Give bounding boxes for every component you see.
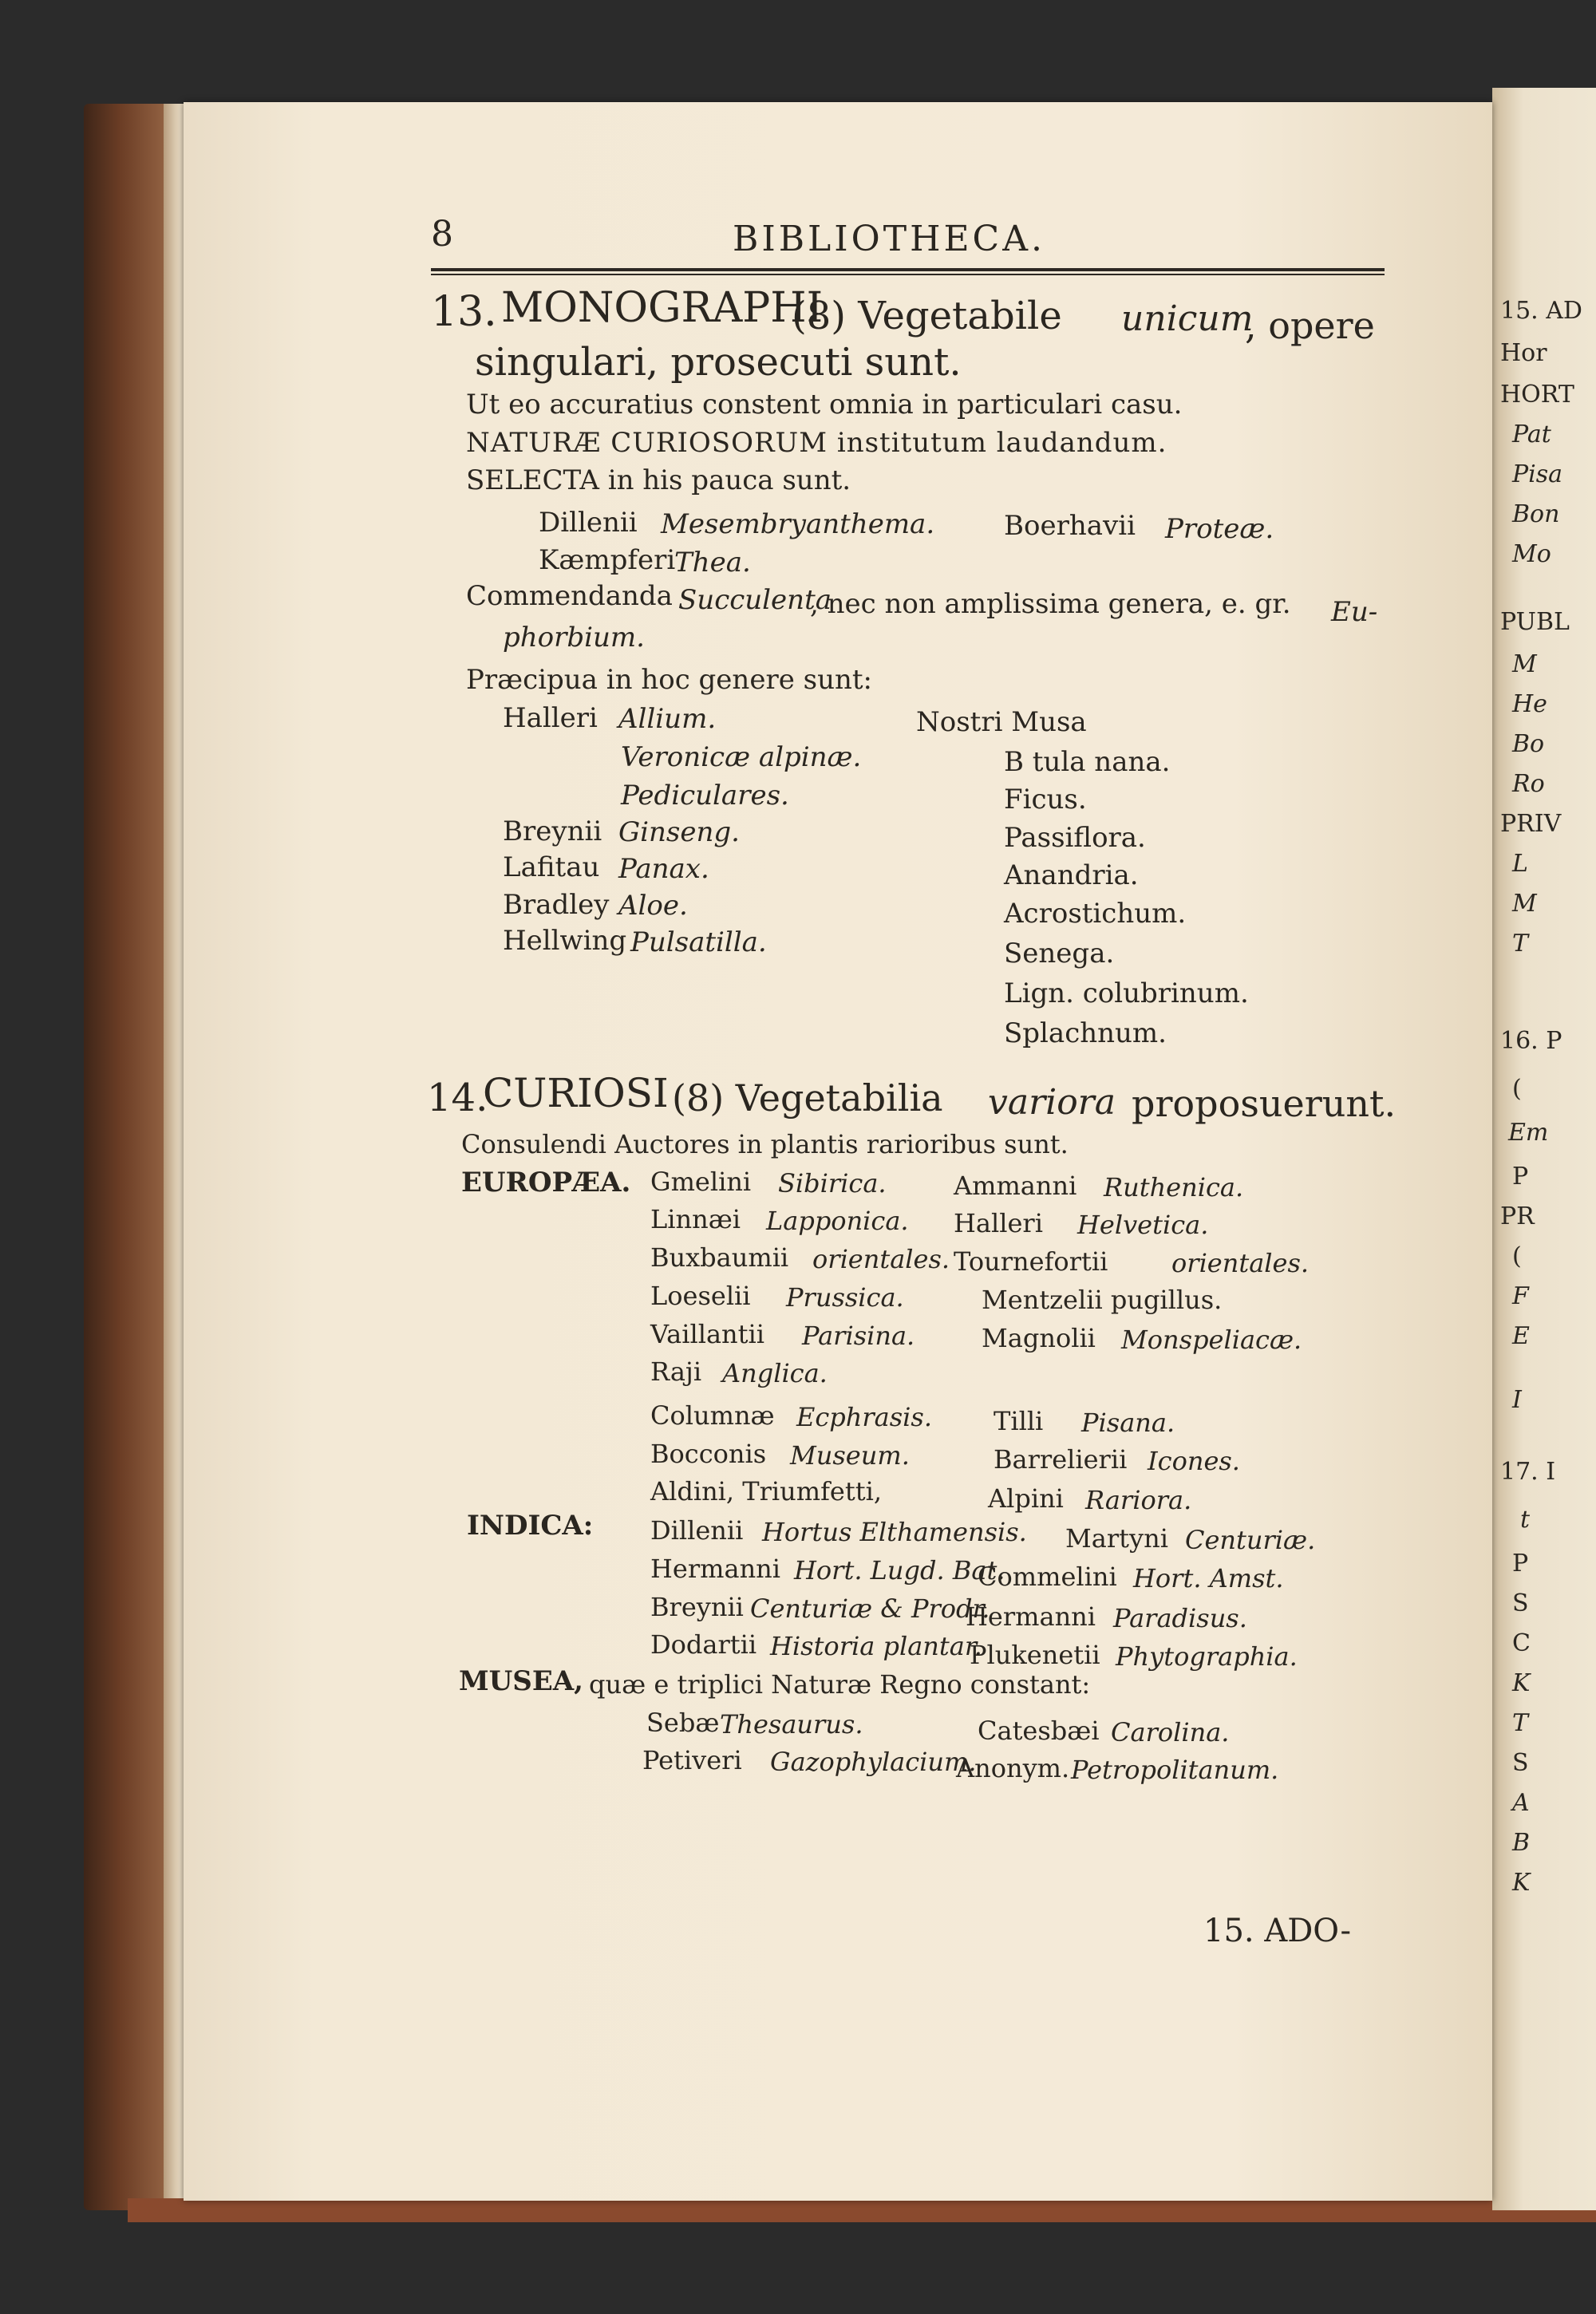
facing-page-line: PUBL (1500, 608, 1570, 636)
facing-page-line: S (1512, 1749, 1529, 1777)
facing-page-line: 17. I (1500, 1458, 1556, 1486)
section-heading-italic: variora (988, 1082, 1116, 1123)
entry-title: Centuriæ & Prodr. (750, 1593, 990, 1624)
facing-page-line: K (1512, 1869, 1531, 1897)
entry-author: Boerhavii (1004, 510, 1136, 542)
facing-page-line: Em (1508, 1119, 1549, 1147)
text-line: SELECTA in his pauca sunt. (466, 464, 851, 496)
entry-author: Aldini, Triumfetti, (650, 1476, 882, 1506)
entry-title: Paradisus. (1113, 1603, 1247, 1633)
list-item: Acrostichum. (1004, 898, 1187, 930)
entry-title: Parisina. (802, 1321, 915, 1351)
entry-title: Thea. (674, 547, 751, 578)
text-line: Ut eo accuratius constent omnia in particulari casu. (466, 389, 1183, 421)
facing-page-line: P (1512, 1550, 1529, 1578)
entry-title: Ecphrasis. (796, 1402, 932, 1432)
entry-title: Hort. Amst. (1133, 1563, 1284, 1593)
list-item: Passiflora. (1004, 822, 1146, 854)
text-italic: Succulenta (678, 584, 832, 616)
section-heading: , opere (1245, 304, 1375, 347)
entry-author: Halleri (954, 1208, 1043, 1238)
entry-title: Veronicæ alpinæ. (621, 741, 862, 773)
text-line: Commendanda (466, 580, 673, 612)
entry-title: Centuriæ. (1185, 1525, 1316, 1555)
entry-author: Hermanni (650, 1554, 781, 1584)
entry-title: Prussica. (786, 1282, 904, 1313)
entry-title: Phytographia. (1116, 1641, 1298, 1672)
entry-author: Halleri (503, 702, 598, 734)
entry-title: Anglica. (722, 1358, 828, 1388)
entry-title: orientales. (1171, 1248, 1310, 1278)
section-heading-italic: unicum (1121, 298, 1254, 339)
facing-page-line: L (1512, 850, 1528, 878)
entry-author: Columnæ (650, 1400, 775, 1431)
facing-page-line: P (1512, 1163, 1529, 1191)
entry-author: Linnæi (650, 1204, 741, 1234)
entry-title: Mesembryanthema. (661, 508, 935, 540)
section-heading: (8) Vegetabilia (672, 1076, 943, 1119)
entry-title: Allium. (618, 703, 717, 735)
facing-page-line: 15. AD (1500, 297, 1582, 325)
entry-title: Petropolitanum. (1071, 1755, 1279, 1785)
entry-author: Alpini (988, 1483, 1064, 1514)
entry-title: Lapponica. (766, 1206, 909, 1236)
facing-page-line: M (1512, 890, 1537, 918)
facing-page-line: Ro (1512, 770, 1545, 798)
list-item: Anandria. (1004, 859, 1139, 891)
entry-author: Martyni (1065, 1523, 1168, 1554)
entry-author: Raji (650, 1356, 702, 1387)
entry-author: Barrelierii (994, 1444, 1128, 1475)
section-heading: (8) Vegetabile (792, 294, 1062, 338)
facing-page-line: HORT (1500, 381, 1574, 409)
entry-title: orientales. (812, 1244, 950, 1274)
entry-author: Nostri Musa (916, 706, 1087, 738)
facing-page-line: M (1512, 650, 1537, 678)
entry-author: Buxbaumii (650, 1242, 789, 1273)
entry-title: Gazophylacium. (770, 1747, 977, 1777)
entry-author: Breynii (503, 815, 602, 847)
list-item: B tula nana. (1004, 746, 1171, 778)
entry-author: Hermanni (966, 1601, 1096, 1632)
entry-author: Dillenii (650, 1515, 744, 1546)
entry-title: Pulsatilla. (630, 926, 767, 958)
entry-author: Gmelini (650, 1167, 752, 1197)
text-line: Præcipua in hoc genere sunt: (466, 664, 872, 696)
facing-page-line: B (1512, 1829, 1531, 1857)
entry-title: Ginseng. (618, 816, 740, 848)
entry-author: Magnolii (982, 1323, 1096, 1353)
facing-page-line: E (1512, 1322, 1530, 1350)
entry-author: Catesbæi (978, 1716, 1100, 1746)
facing-page-line: F (1512, 1282, 1529, 1310)
entry-author: Bocconis (650, 1439, 767, 1469)
entry-title: Carolina. (1111, 1717, 1230, 1747)
text-line: NATURÆ CURIOSORUM institutum laudandum. (466, 427, 1167, 459)
facing-page-line: T (1512, 930, 1529, 958)
entry-title: Rariora. (1085, 1485, 1192, 1515)
section-number: 13. (431, 288, 497, 336)
list-item: Senega. (1004, 938, 1115, 969)
running-head: BIBLIOTHECA. (733, 219, 1045, 259)
header-rule (431, 268, 1385, 275)
section-heading: proposuerunt. (1132, 1082, 1396, 1125)
entry-author: Tournefortii (954, 1246, 1108, 1277)
entry-title: Helvetica. (1077, 1210, 1209, 1240)
entry-title: Pisana. (1081, 1408, 1175, 1438)
list-item: Ficus. (1004, 784, 1087, 815)
entry-author: Kæmpferi (539, 544, 676, 576)
text-italic: phorbium. (503, 622, 645, 654)
list-item: Splachnum. (1004, 1017, 1167, 1049)
page-number: 8 (431, 214, 453, 255)
list-item: Lign. colubrinum. (1004, 977, 1249, 1009)
facing-page-line: Pisa (1512, 460, 1563, 488)
entry-author: Anonym. (956, 1753, 1070, 1783)
facing-page-line: PR (1500, 1202, 1535, 1230)
entry-author: Vaillantii (650, 1319, 764, 1349)
entry-title: Sibirica. (778, 1168, 887, 1198)
section-heading-line2: singulari, prosecuti sunt. (475, 340, 962, 385)
facing-page-line: T (1512, 1709, 1529, 1737)
facing-page-line: Bo (1512, 730, 1545, 758)
entry-title: Museum. (790, 1440, 910, 1471)
entry-author: Ammanni (954, 1171, 1077, 1201)
facing-page-line: C (1512, 1629, 1531, 1657)
entry-author: Commelini (978, 1562, 1117, 1592)
entry-title: Aloe. (618, 890, 688, 922)
entry-title: Monspeliacæ. (1121, 1325, 1302, 1355)
facing-page-line: 16. P (1500, 1027, 1562, 1055)
group-label-musea: MUSEA, (459, 1665, 583, 1697)
entry-author: Loeselii (650, 1281, 751, 1311)
facing-page-line: K (1512, 1669, 1531, 1697)
text-line: , nec non amplissima genera, e. gr. (810, 588, 1291, 620)
facing-page-line: ( (1512, 1075, 1522, 1103)
facing-page-line: Bon (1512, 500, 1560, 528)
facing-page-line: PRIV (1500, 810, 1562, 838)
facing-page-line: He (1512, 690, 1547, 718)
section-heading-caps: CURIOSI (483, 1070, 669, 1116)
entry-author: Plukenetii (970, 1640, 1100, 1670)
section-heading-caps: MONOGRAPHI (501, 284, 824, 332)
entry-author: Sebæ (646, 1708, 720, 1738)
text-italic: Eu- (1331, 596, 1378, 628)
section-number: 14. (427, 1076, 488, 1120)
facing-page-line: ( (1512, 1242, 1522, 1270)
facing-page-line: S (1512, 1589, 1529, 1617)
group-label-indica: INDICA: (467, 1510, 594, 1542)
facing-page-fragment (1492, 88, 1596, 2210)
entry-title: Hort. Lugd. Bat. (794, 1555, 1005, 1585)
entry-title: Panax. (618, 853, 709, 885)
facing-page-line: Hor (1500, 339, 1547, 367)
entry-author: Dillenii (539, 507, 638, 539)
entry-title: Icones. (1148, 1446, 1240, 1476)
entry-title: Thesaurus. (720, 1709, 863, 1739)
entry-author: Petiveri (642, 1745, 742, 1775)
entry-author: Bradley (503, 889, 610, 921)
book-cover-bottom (128, 2198, 1596, 2222)
entry-title: Hortus Elthamensis. (762, 1517, 1027, 1547)
entry-author: Dodartii (650, 1629, 757, 1660)
catchword: 15. ADO- (1203, 1913, 1352, 1949)
entry-author: Lafitau (503, 851, 600, 883)
facing-page-line: I (1512, 1386, 1522, 1414)
entry-author: Hellwing (503, 925, 627, 957)
entry-author: Tilli (994, 1406, 1044, 1436)
text-line: Consulendi Auctores in plantis rarioribus sunt. (461, 1129, 1069, 1159)
entry-author: Breynii (650, 1592, 744, 1622)
entry-title: Ruthenica. (1104, 1172, 1244, 1202)
group-label-europaea: EUROPÆA. (461, 1167, 631, 1198)
facing-page-line: t (1520, 1506, 1531, 1534)
facing-page-line: A (1512, 1789, 1530, 1817)
entry-title: Historia plantar. (770, 1631, 982, 1661)
text-line: quæ e triplici Naturæ Regno constant: (589, 1669, 1091, 1700)
facing-page-line: Pat (1512, 421, 1551, 448)
entry-author: Mentzelii pugillus. (982, 1285, 1223, 1315)
entry-title: Proteæ. (1165, 513, 1274, 545)
entry-title: Pediculares. (621, 780, 789, 811)
facing-page-line: Mo (1512, 540, 1551, 568)
